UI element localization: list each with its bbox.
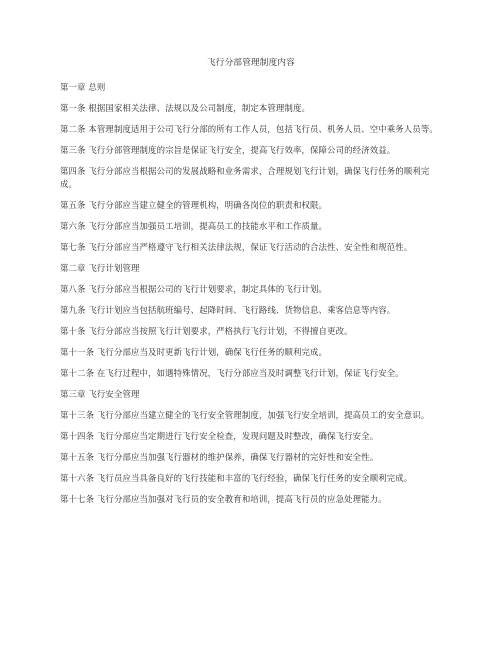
chapter-heading-2: 第二章 飞行计划管理 xyxy=(60,263,140,274)
chapter-heading-1: 第一章 总则 xyxy=(60,82,106,92)
chapter-heading-3: 第三章 飞行安全管理 xyxy=(60,389,140,400)
article-12: 第十二条 在飞行过程中，如遇特殊情况，飞行分部应当及时调整飞行计划，保证飞行安全。 xyxy=(60,368,404,379)
article-8: 第八条 飞行分部应当根据公司的飞行计划要求，制定具体的飞行计划。 xyxy=(60,284,328,295)
article-13: 第十三条 飞行分部应当建立健全的飞行安全管理制度，加强飞行安全培训，提高员工的安全意识。 xyxy=(60,410,430,421)
article-15: 第十五条 飞行分部应当加强飞行器材的维护保养，确保飞行器材的完好性和安全性。 xyxy=(60,452,379,463)
article-17: 第十七条 飞行分部应当加强对飞行员的安全教育和培训，提高飞行员的应急处理能力。 xyxy=(60,494,387,505)
article-5: 第五条 飞行分部应当建立健全的管理机构，明确各岗位的职责和权限。 xyxy=(60,200,328,211)
article-6: 第六条 飞行分部应当加强员工培训，提高员工的技能水平和工作质量。 xyxy=(60,221,328,232)
article-2: 第二条 本管理制度适用于公司飞行分部的所有工作人员，包括飞行员、机务人员、空中乘务人员等。 xyxy=(60,124,438,134)
article-7: 第七条 飞行分部应当严格遵守飞行相关法律法规，保证飞行活动的合法性、安全性和规范性。 xyxy=(60,242,413,253)
document-title: 飞行分部管理制度内容 xyxy=(207,58,295,68)
article-10: 第十条 飞行分部应当按照飞行计划要求，严格执行飞行计划，不得擅自更改。 xyxy=(60,326,353,337)
article-14: 第十四条 飞行分部应当定期进行飞行安全检查，发现问题及时整改，确保飞行安全。 xyxy=(60,431,379,442)
article-4: 第四条 飞行分部应当根据公司的发展战略和业务需求，合理规划飞行计划，确保飞行任务的顺利完成。 xyxy=(60,166,430,190)
article-3: 第三条 飞行分部管理制度的宗旨是保证飞行安全，提高飞行效率，保障公司的经济效益。 xyxy=(60,145,396,155)
article-1: 第一条 根据国家相关法律、法规以及公司制度，制定本管理制度。 xyxy=(60,103,311,113)
article-9: 第九条 飞行计划应当包括航班编号、起降时间、飞行路线、货物信息、乘客信息等内容。 xyxy=(60,305,396,316)
article-16: 第十六条 飞行员应当具备良好的飞行技能和丰富的飞行经验，确保飞行任务的安全顺利完成。 xyxy=(60,473,413,484)
article-11: 第十一条 飞行分部应当及时更新飞行计划，确保飞行任务的顺利完成。 xyxy=(60,347,328,358)
